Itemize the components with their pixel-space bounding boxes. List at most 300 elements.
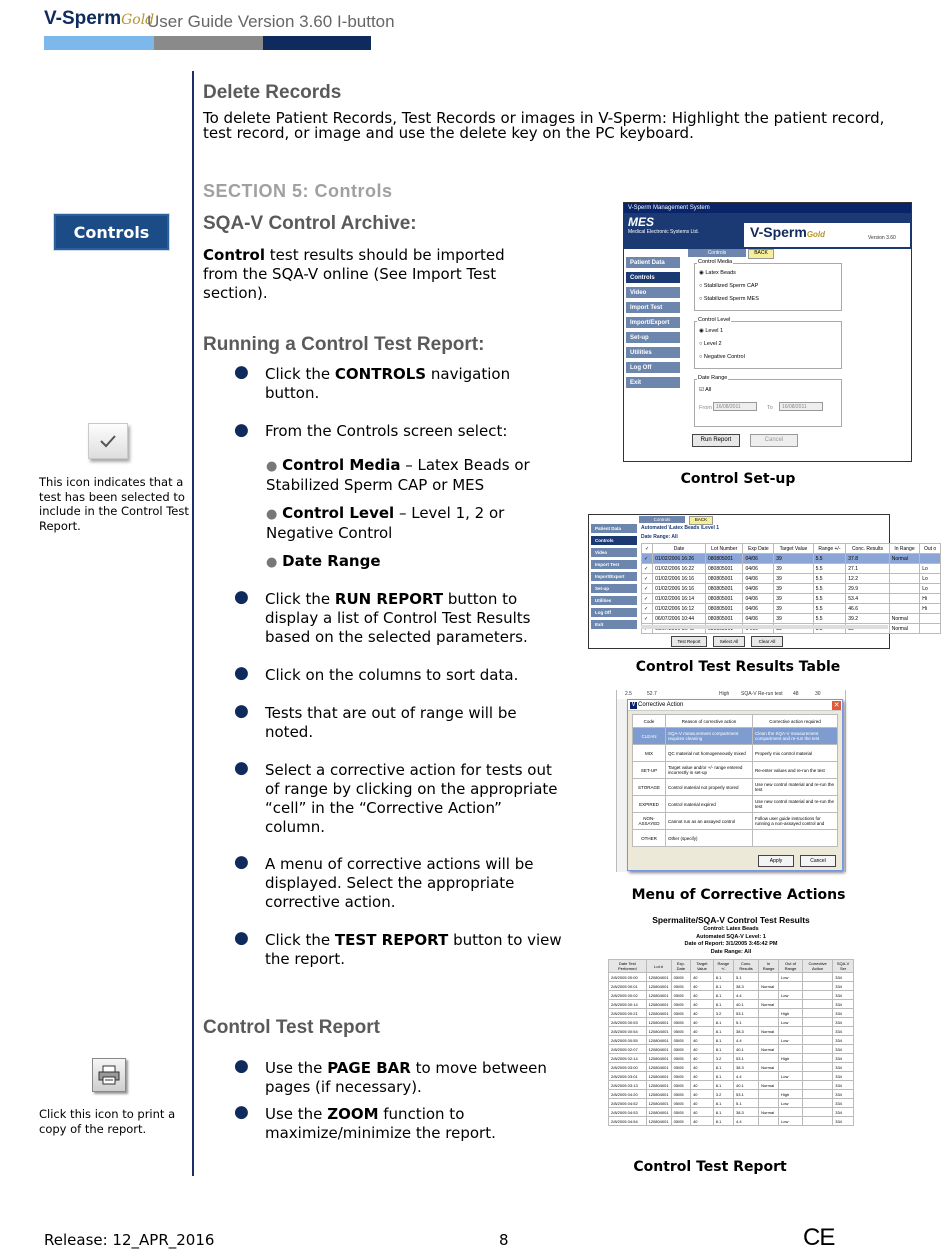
nav-import-export[interactable]: Import/Export xyxy=(626,317,680,329)
table-cell xyxy=(802,1054,832,1063)
table-cell[interactable]: 39 xyxy=(774,604,813,614)
from-date-select[interactable]: 16/08/2011 xyxy=(713,402,757,411)
table-cell[interactable]: 080805001 xyxy=(705,574,742,584)
table-cell xyxy=(802,1018,832,1027)
table-cell: 38.3 xyxy=(734,1027,759,1036)
table-cell xyxy=(802,1108,832,1117)
print-icon xyxy=(92,1058,126,1092)
corrective-row[interactable] xyxy=(633,728,838,745)
table-cell: 4.4 xyxy=(734,991,759,1000)
table-cell[interactable]: 04/06 xyxy=(743,584,774,594)
table-cell[interactable]: 53.4 xyxy=(846,594,889,604)
table-cell[interactable]: 5.5 xyxy=(813,604,846,614)
table-cell: 40 xyxy=(691,1063,714,1072)
table-cell[interactable]: 29.9 xyxy=(846,584,889,594)
dialog-cancel-button[interactable]: Cancel xyxy=(800,855,836,867)
table-cell[interactable]: 04/06 xyxy=(743,594,774,604)
table-cell xyxy=(802,1009,832,1018)
column-header[interactable]: Out o xyxy=(920,544,941,554)
bullet-icon: ● xyxy=(234,758,249,778)
table-cell: 5.1 xyxy=(734,973,759,982)
table-cell xyxy=(759,1036,779,1045)
report-table xyxy=(608,959,854,1126)
table-cell: 2/8/2005 00:54 xyxy=(609,1027,647,1036)
table-row xyxy=(609,1000,854,1009)
table-cell[interactable]: 01/02/2006 16:26 xyxy=(653,554,706,564)
table-cell: 120804001 xyxy=(646,1018,671,1027)
table-cell: 05/05 xyxy=(671,982,690,991)
table-row[interactable] xyxy=(642,574,941,584)
radio-cap[interactable]: ○ Stabilized Sperm CAP xyxy=(699,283,759,289)
company-name: Medical Electronic Systems Ltd. xyxy=(628,229,699,235)
table-cell[interactable]: 06/07/2006 10:44 xyxy=(653,614,706,624)
table-cell[interactable]: 04/06 xyxy=(743,604,774,614)
table-cell[interactable]: Re-enter values and re-run the test xyxy=(753,762,838,779)
table-cell[interactable]: 080805001 xyxy=(705,614,742,624)
to-date-select[interactable]: 16/08/2011 xyxy=(779,402,823,411)
bullet-icon: ● xyxy=(234,1102,249,1122)
table-cell[interactable]: Lo xyxy=(920,564,941,574)
table-cell[interactable] xyxy=(920,614,941,624)
table-cell[interactable]: MIX xyxy=(633,745,666,762)
table-cell: 334 xyxy=(833,982,854,991)
bg-cell: 30 xyxy=(815,691,821,697)
bullet-icon: ● xyxy=(234,663,249,683)
table-cell: 05/05 xyxy=(671,1090,690,1099)
sub-bold: Date Range xyxy=(282,552,381,570)
table-cell: 05/05 xyxy=(671,1009,690,1018)
results-nav-item[interactable]: Import Test xyxy=(591,560,637,570)
step-text: Click the xyxy=(265,365,335,383)
table-cell[interactable]: 5.5 xyxy=(813,614,846,624)
header-bar-dark xyxy=(263,36,371,50)
table-cell: 40.1 xyxy=(734,1045,759,1054)
step-text: button to view the report. xyxy=(265,931,562,968)
results-back-button[interactable]: BACK xyxy=(689,516,713,525)
page-number: 8 xyxy=(499,1231,509,1249)
results-nav-item[interactable]: Patient Data xyxy=(591,524,637,534)
table-cell: 8.1 xyxy=(713,1117,733,1126)
table-cell[interactable]: 5.5 xyxy=(813,564,846,574)
test-report-button[interactable]: Test Report xyxy=(671,636,707,647)
results-tab-controls[interactable]: Controls xyxy=(639,516,685,523)
table-cell: 2/8/2005 03:01 xyxy=(609,1072,647,1081)
nav-import-test[interactable]: Import Test xyxy=(626,302,680,314)
table-cell[interactable]: OTHER xyxy=(633,830,666,847)
results-nav-item[interactable]: Utilities xyxy=(591,596,637,606)
table-cell[interactable]: Normal xyxy=(889,614,919,624)
table-row xyxy=(609,1090,854,1099)
table-cell xyxy=(759,1009,779,1018)
table-cell: 120804001 xyxy=(646,1027,671,1036)
table-row xyxy=(609,1027,854,1036)
table-cell[interactable]: Normal xyxy=(889,554,919,564)
step-run-report xyxy=(265,590,565,647)
table-cell: Normal xyxy=(759,1045,779,1054)
table-cell[interactable]: 080805001 xyxy=(705,594,742,604)
radio-negative[interactable]: ○ Negative Control xyxy=(699,354,745,360)
table-cell[interactable] xyxy=(920,624,941,634)
table-cell: 53.1 xyxy=(734,1090,759,1099)
content-divider xyxy=(192,71,194,1176)
table-cell: 53.1 xyxy=(734,1009,759,1018)
sub-control-media xyxy=(266,456,566,495)
results-nav-item[interactable]: Controls xyxy=(591,536,637,546)
table-cell[interactable]: Control material expired xyxy=(666,796,753,813)
radio-label: Level 2 xyxy=(703,341,722,347)
column-header: Exp. Date xyxy=(671,960,690,973)
column-header: Date Test Performed xyxy=(609,960,647,973)
table-cell[interactable]: 01/02/2006 16:16 xyxy=(653,574,706,584)
table-cell: 40 xyxy=(691,1099,714,1108)
table-cell[interactable]: Target value and/or +/- range entered incorrectly in set-up xyxy=(666,762,753,779)
step-controls xyxy=(265,365,565,403)
nav-patient-data[interactable]: Patient Data xyxy=(626,257,680,269)
step-bold: TEST REPORT xyxy=(334,931,449,949)
table-cell[interactable]: 080805001 xyxy=(705,604,742,614)
table-cell xyxy=(802,1099,832,1108)
step-text: navigation button. xyxy=(265,365,511,402)
select-all-button[interactable]: Select All xyxy=(713,636,745,647)
nav-video[interactable]: Video xyxy=(626,287,680,299)
bg-cell: 48 xyxy=(793,691,799,697)
table-header-row xyxy=(642,544,941,554)
from-label: From xyxy=(699,405,712,411)
corrective-row[interactable] xyxy=(633,745,838,762)
column-header[interactable]: Range +/- xyxy=(813,544,846,554)
date-range-group xyxy=(694,375,842,427)
table-cell[interactable]: 39 xyxy=(774,574,813,584)
table-cell[interactable] xyxy=(889,604,919,614)
results-nav-item[interactable]: Log Off xyxy=(591,608,637,618)
table-cell: 4.4 xyxy=(734,1036,759,1045)
table-cell[interactable]: 01/02/2006 16:12 xyxy=(653,604,706,614)
table-cell xyxy=(802,1063,832,1072)
control-level-group xyxy=(694,317,842,369)
report-line3: Date of Report: 3/1/2005 3:45:42 PM xyxy=(684,941,778,947)
table-cell: 8.1 xyxy=(713,1108,733,1117)
table-cell: 8.1 xyxy=(713,1072,733,1081)
table-cell[interactable]: EXPIRED xyxy=(633,796,666,813)
product-suffix: Gold xyxy=(806,230,826,239)
table-cell[interactable]: SET-UP xyxy=(633,762,666,779)
results-scrollbar[interactable] xyxy=(641,625,888,629)
column-header: Conc. Results xyxy=(734,960,759,973)
step-bold: CONTROLS xyxy=(334,365,427,383)
section5-heading: SECTION 5: Controls xyxy=(203,181,393,201)
table-cell: 2/8/2005 04:52 xyxy=(609,1099,647,1108)
table-cell: 3.2 xyxy=(713,1090,733,1099)
table-cell: 8.1 xyxy=(713,1081,733,1090)
sub-control-level xyxy=(266,504,566,543)
table-cell: 5.1 xyxy=(734,1018,759,1027)
table-cell xyxy=(759,1054,779,1063)
control-media-group xyxy=(694,259,842,311)
radio-latex[interactable]: ◉ Latex Beads xyxy=(699,270,736,276)
table-cell[interactable]: 080805001 xyxy=(705,564,742,574)
table-cell[interactable]: 04/06 xyxy=(743,574,774,584)
nav-set-up[interactable]: Set-up xyxy=(626,332,680,344)
checkmark-icon[interactable]: ✓ xyxy=(642,604,653,614)
table-cell[interactable]: 39 xyxy=(774,614,813,624)
table-cell: 05/05 xyxy=(671,1081,690,1090)
results-nav-item[interactable]: Video xyxy=(591,548,637,558)
table-cell[interactable]: 39 xyxy=(774,564,813,574)
table-cell[interactable] xyxy=(889,584,919,594)
table-cell[interactable]: NON-ASSAYED xyxy=(633,813,666,830)
corrective-row[interactable] xyxy=(633,813,838,830)
sub-bullet-icon: ● xyxy=(266,459,278,474)
table-cell xyxy=(759,1072,779,1081)
mes-logo: MES xyxy=(628,215,655,229)
corrective-actions-screenshot xyxy=(616,690,846,872)
checkmark-icon[interactable]: ✓ xyxy=(642,584,653,594)
run-report-button[interactable]: Run Report xyxy=(692,434,740,447)
step-out-of-range: Tests that are out of range will be noted. xyxy=(265,704,517,741)
table-cell: 40 xyxy=(691,1027,714,1036)
table-cell: 4.4 xyxy=(734,1117,759,1126)
report-line4: Date Range: All xyxy=(710,948,752,955)
bullet-icon: ● xyxy=(234,420,249,440)
table-cell[interactable] xyxy=(753,830,838,847)
table-cell: 05/05 xyxy=(671,1000,690,1009)
column-header[interactable]: Date xyxy=(653,544,706,554)
archive-text xyxy=(203,246,533,303)
table-cell[interactable]: Follow user guide instructions for running a non-assayed control and xyxy=(753,813,838,830)
table-cell[interactable]: 01/02/2006 16:14 xyxy=(653,594,706,604)
table-cell[interactable]: STORAGE xyxy=(633,779,666,796)
table-row[interactable] xyxy=(642,614,941,624)
table-cell[interactable] xyxy=(889,564,919,574)
table-cell xyxy=(779,1081,803,1090)
column-header[interactable]: Lot Number xyxy=(705,544,742,554)
close-icon[interactable]: ✕ xyxy=(833,702,840,709)
setup-nav xyxy=(624,257,684,397)
table-cell: 334 xyxy=(833,1009,854,1018)
table-row xyxy=(609,1063,854,1072)
check-note: This icon indicates that a test has been selected to include in the Control Test Report. xyxy=(39,475,189,533)
table-cell: 120804001 xyxy=(646,1000,671,1009)
table-cell: 8.1 xyxy=(713,1045,733,1054)
table-cell[interactable]: SQA-V measurement compartment requires cleaning xyxy=(666,728,753,745)
bullet-icon: ● xyxy=(234,701,249,721)
brand-logo xyxy=(44,8,154,30)
clear-all-button[interactable]: Clear All xyxy=(751,636,783,647)
table-cell[interactable]: Hi xyxy=(920,604,941,614)
table-cell[interactable]: Use new control material and re-run the test xyxy=(753,779,838,796)
table-cell[interactable]: 04/06 xyxy=(743,614,774,624)
bullet-icon: ● xyxy=(234,362,249,382)
table-row xyxy=(609,1117,854,1126)
radio-label: Negative Control xyxy=(703,354,745,360)
table-cell: High xyxy=(779,1090,803,1099)
sub-bullet-icon: ● xyxy=(266,507,278,522)
table-cell[interactable]: 27.1 xyxy=(846,564,889,574)
radio-label: Stabilized Sperm MES xyxy=(703,296,759,302)
radio-label: Stabilized Sperm CAP xyxy=(703,283,759,289)
radio-mes[interactable]: ○ Stabilized Sperm MES xyxy=(699,296,759,302)
checkmark-icon[interactable]: ✓ xyxy=(642,564,653,574)
column-header[interactable]: Conc. Results xyxy=(846,544,889,554)
table-cell[interactable]: 5.5 xyxy=(813,554,846,564)
table-cell: 8.1 xyxy=(713,1099,733,1108)
checkmark-icon[interactable]: ✓ xyxy=(642,574,653,584)
table-cell: 8.1 xyxy=(713,1036,733,1045)
back-button[interactable]: BACK xyxy=(748,249,774,259)
table-row[interactable] xyxy=(642,584,941,594)
table-cell[interactable] xyxy=(889,574,919,584)
table-cell: 334 xyxy=(833,1054,854,1063)
table-cell: 53.1 xyxy=(734,1054,759,1063)
release-label: Release: 12_APR_2016 xyxy=(44,1231,215,1249)
results-nav-item[interactable]: Import/Export xyxy=(591,572,637,582)
table-cell[interactable]: 04/06 xyxy=(743,554,774,564)
checkmark-icon[interactable]: ✓ xyxy=(642,594,653,604)
table-cell xyxy=(802,1027,832,1036)
table-cell: 40 xyxy=(691,1036,714,1045)
apply-button[interactable]: Apply xyxy=(758,855,794,867)
results-nav-item[interactable]: Exit xyxy=(591,620,637,630)
results-date-range: Date Range: All xyxy=(641,534,678,540)
nav-exit[interactable]: Exit xyxy=(626,377,680,389)
column-header[interactable]: Target Value xyxy=(774,544,813,554)
table-cell: 05/05 xyxy=(671,1063,690,1072)
table-cell[interactable]: 39 xyxy=(774,594,813,604)
step-text: button to display a list of Control Test Results based on the selected parameters. xyxy=(265,590,531,646)
table-cell[interactable]: CLEAN xyxy=(633,728,666,745)
table-cell: High xyxy=(779,1009,803,1018)
table-cell: 2/8/2005 00:02 xyxy=(609,991,647,1000)
table-cell: 8.1 xyxy=(713,1018,733,1027)
table-cell: High xyxy=(779,1054,803,1063)
table-cell[interactable]: 39.2 xyxy=(846,614,889,624)
table-cell: Low xyxy=(779,1036,803,1045)
table-cell[interactable]: 39 xyxy=(774,584,813,594)
table-cell[interactable]: 01/02/2006 16:22 xyxy=(653,564,706,574)
step-bold: PAGE BAR xyxy=(327,1059,411,1077)
table-cell xyxy=(759,1099,779,1108)
table-cell: 40 xyxy=(691,1117,714,1126)
table-cell: 2/8/2005 04:53 xyxy=(609,1108,647,1117)
controls-tab-icon: Controls xyxy=(53,213,170,251)
corrective-row[interactable] xyxy=(633,762,838,779)
corrective-row[interactable] xyxy=(633,830,838,847)
radio-level-2[interactable]: ○ Level 2 xyxy=(699,341,722,347)
nav-utilities[interactable]: Utilities xyxy=(626,347,680,359)
table-cell xyxy=(802,1036,832,1045)
table-cell: Low xyxy=(779,1099,803,1108)
table-cell[interactable]: Control material not properly stored xyxy=(666,779,753,796)
table-cell: 8.1 xyxy=(713,991,733,1000)
checkmark-icon[interactable]: ✓ xyxy=(642,554,653,564)
table-cell[interactable]: Other (specify) xyxy=(666,830,753,847)
table-cell xyxy=(759,1018,779,1027)
column-header[interactable]: In Range xyxy=(889,544,919,554)
table-cell: 40 xyxy=(691,1018,714,1027)
table-cell[interactable]: 080805001 xyxy=(705,584,742,594)
bullet-icon: ● xyxy=(234,852,249,872)
control-setup-screenshot xyxy=(623,202,912,462)
table-cell[interactable]: Clean the SQA-V measurement compartment and re-run the test xyxy=(753,728,838,745)
table-row[interactable] xyxy=(642,564,941,574)
table-cell[interactable]: Use new control material and re-run the test xyxy=(753,796,838,813)
table-cell: 05/05 xyxy=(671,1045,690,1054)
table-cell[interactable]: 12.2 xyxy=(846,574,889,584)
table-cell[interactable]: Lo xyxy=(920,574,941,584)
nav-controls[interactable]: Controls xyxy=(626,272,680,284)
table-cell[interactable]: Hi xyxy=(920,594,941,604)
table-cell[interactable]: 39 xyxy=(774,554,813,564)
table-cell: 2/8/2005 03:13 xyxy=(609,1081,647,1090)
column-header: In Range xyxy=(759,960,779,973)
table-cell[interactable]: 37.8 xyxy=(846,554,889,564)
table-cell: 8.1 xyxy=(713,1000,733,1009)
corrective-row[interactable] xyxy=(633,779,838,796)
checkbox-label: All xyxy=(705,387,712,393)
cancel-button[interactable]: Cancel xyxy=(750,434,798,447)
table-cell[interactable]: Cannot run as an assayed control xyxy=(666,813,753,830)
table-cell[interactable]: Properly mix control material xyxy=(753,745,838,762)
check-column-header[interactable]: ✓ xyxy=(642,544,653,554)
table-row[interactable] xyxy=(642,554,941,564)
table-row[interactable] xyxy=(642,594,941,604)
table-cell: 120804001 xyxy=(646,1054,671,1063)
column-header[interactable]: Exp Date xyxy=(743,544,774,554)
table-row xyxy=(609,1099,854,1108)
table-cell: 334 xyxy=(833,991,854,1000)
table-cell: 2/8/2005 00:14 xyxy=(609,1000,647,1009)
table-cell xyxy=(759,1117,779,1126)
table-cell: 05/05 xyxy=(671,1117,690,1126)
table-cell: 40.1 xyxy=(734,1000,759,1009)
table-cell[interactable]: QC material not homogeneously mixed xyxy=(666,745,753,762)
table-cell[interactable]: 01/02/2006 16:16 xyxy=(653,584,706,594)
dialog-title: Corrective Action xyxy=(628,700,842,711)
table-cell[interactable] xyxy=(920,554,941,564)
table-row[interactable] xyxy=(642,604,941,614)
table-cell[interactable]: 04/06 xyxy=(743,564,774,574)
to-label: To xyxy=(767,405,773,411)
results-nav-item[interactable]: Set-up xyxy=(591,584,637,594)
step-text: function to maximize/minimize the report. xyxy=(265,1105,496,1142)
bg-cell: 2.5 xyxy=(625,691,632,697)
table-cell[interactable]: 5.5 xyxy=(813,574,846,584)
table-cell[interactable]: 5.5 xyxy=(813,594,846,604)
table-cell[interactable]: Normal xyxy=(889,624,919,634)
table-cell: 8.1 xyxy=(713,973,733,982)
checkmark-icon[interactable]: ✓ xyxy=(642,614,653,624)
step-bold: ZOOM xyxy=(327,1105,379,1123)
tab-controls[interactable]: Controls xyxy=(688,249,746,257)
table-cell[interactable]: 46.6 xyxy=(846,604,889,614)
table-row xyxy=(609,1018,854,1027)
step-text: Click the xyxy=(265,590,335,608)
corrective-row[interactable] xyxy=(633,796,838,813)
nav-log-off[interactable]: Log Off xyxy=(626,362,680,374)
table-cell: 334 xyxy=(833,1090,854,1099)
table-cell: 40 xyxy=(691,1108,714,1117)
table-cell[interactable]: 5.5 xyxy=(813,584,846,594)
table-cell[interactable] xyxy=(889,594,919,604)
table-cell: 334 xyxy=(833,1099,854,1108)
level-legend: Control Level xyxy=(698,317,731,323)
table-cell[interactable]: Lo xyxy=(920,584,941,594)
column-header: Corrective action required xyxy=(753,715,838,728)
radio-level-1[interactable]: ◉ Level 1 xyxy=(699,328,724,334)
checkbox-all[interactable]: ☑ All xyxy=(699,387,712,393)
app-banner xyxy=(624,213,911,249)
table-cell[interactable]: 080805001 xyxy=(705,554,742,564)
